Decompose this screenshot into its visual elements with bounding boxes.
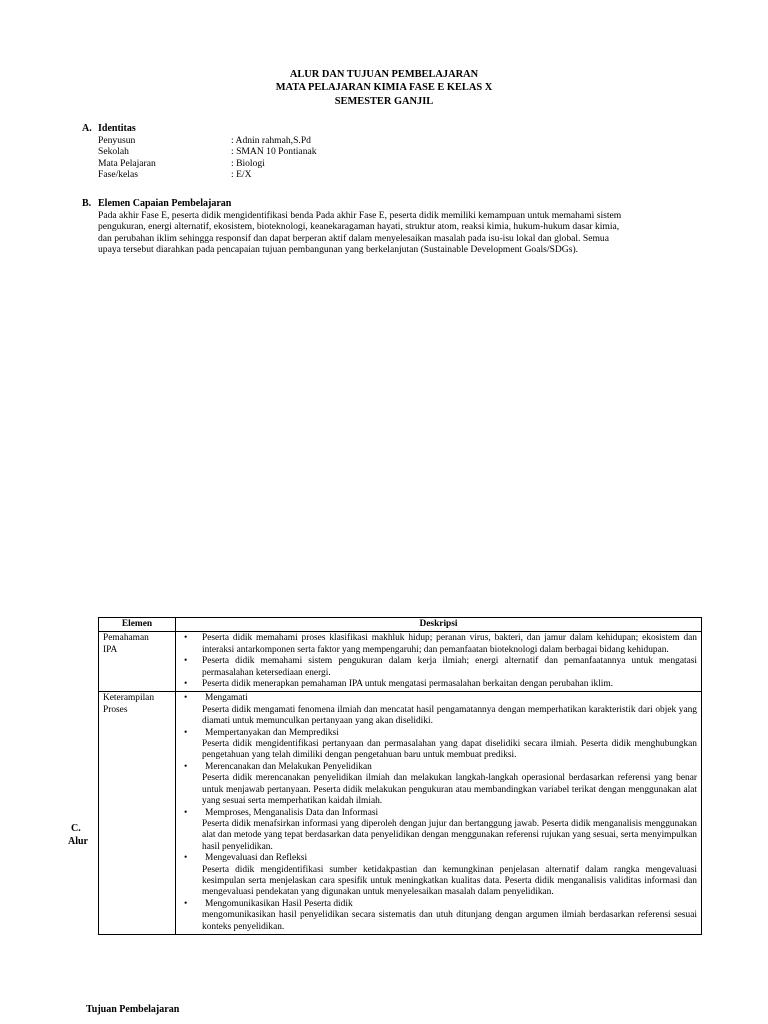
description-cell	[176, 632, 702, 692]
identity-label: Sekolah	[98, 146, 129, 158]
paragraph-line: Pada akhir Fase E, peserta didik mengidentifikasi benda Pada akhir Fase E, peserta didik memiliki kemampuan untuk memahami sistem	[98, 209, 622, 221]
skill-text: Peserta didik menafsirkan informasi yang diperoleh dengan jujur dan bertanggung jawab. Peserta didik menganalisis menggunakan alat dan metode yang tepat berdasarkan data penyelidikan dengan menggunakan referensi rujukan yang sesuai, serta menyimpulkan hasil penyelidikan.	[202, 818, 697, 852]
document-title	[0, 68, 768, 108]
list-item	[180, 762, 697, 808]
identity-value: : Biologi	[231, 157, 265, 169]
alur-table	[98, 617, 702, 935]
identity-label: Fase/kelas	[98, 169, 138, 181]
skill-label: • Mengevaluasi dan Refleksi	[205, 853, 308, 864]
identity-value: : Adnin rahmah,S.Pd	[231, 134, 311, 146]
element-name-line: Pemahaman	[103, 633, 149, 644]
list-item: • Peserta didik memahami sistem pengukuran dalam kerja ilmiah; energi alternatif dan pemanfaatannya untuk mengatasi permasalahan ketersediaan energi.	[180, 656, 697, 679]
description-list	[180, 633, 697, 690]
skill-text: Peserta didik mengidentifikasi pertanyaan dan permasalahan yang dapat diselidiki secara ilmiah. Peserta didik menghubungkan pengetahuan yang telah dimiliki dengan pengetahuan baru untuk membuat prediksi.	[202, 739, 697, 761]
list-item: • Peserta didik menerapkan pemahaman IPA untuk mengatasi permasalahan berkaitan dengan perubahan iklim.	[180, 679, 697, 690]
section-b-heading	[82, 198, 704, 210]
list-item	[180, 808, 697, 854]
table-row	[99, 692, 702, 935]
element-name-line: Keterampilan	[103, 693, 155, 704]
identity-label: Penyusun	[98, 134, 136, 146]
header-deskripsi: Deskripsi	[176, 618, 702, 632]
identity-row-sekolah	[82, 146, 317, 158]
identity-value: : SMAN 10 Pontianak	[231, 146, 317, 158]
list-item	[180, 853, 697, 899]
section-alur-label	[68, 822, 88, 848]
section-b-letter: B.	[82, 198, 92, 209]
list-item: • Peserta didik memahami proses klasifikasi makhluk hidup; peranan virus, bakteri, dan jamur dalam kehidupan; ekosistem dan interaksi antarkomponen serta faktor yang mempengaruhi; dan pemanfaatan bioteknologi dalam berbagai bidang kehidupan.	[180, 633, 697, 656]
header-elemen: Elemen	[99, 618, 176, 632]
description-cell	[176, 692, 702, 935]
section-c-title: Alur	[68, 836, 88, 847]
section-capaian	[82, 198, 704, 256]
title-line-3: SEMESTER GANJIL	[334, 95, 434, 107]
identity-row-penyusun	[82, 135, 317, 147]
list-item	[180, 728, 697, 762]
paragraph-line: pengukuran, energi alternatif, ekosistem, bioteknologi, keanekaragaman hayati, struktur atom, reaksi kimia, hukum-hukum dasar kimia,	[98, 221, 620, 233]
list-item	[180, 693, 697, 727]
paragraph-line: upaya tersebut diarahkan pada pencapaian tujuan pembangunan yang berkelanjutan (Sustainable Development Goals/SDGs).	[98, 244, 579, 256]
section-a-title: Identitas	[98, 123, 136, 134]
identity-row-mata-pelajaran	[82, 158, 317, 170]
element-name-line: IPA	[103, 644, 118, 655]
skill-text: mengomunikasikan hasil penyelidikan secara sistematis dan utuh ditunjang dengan argumen ilmiah berdasarkan referensi sesuai konteks penyelidikan.	[202, 910, 697, 932]
title-line-1: ALUR DAN TUJUAN PEMBELAJARAN	[289, 69, 479, 80]
identity-value: : E/X	[231, 169, 252, 181]
section-b-title: Elemen Capaian Pembelajaran	[98, 198, 232, 209]
identity-row-fase-kelas	[82, 169, 317, 181]
section-identitas	[82, 123, 317, 181]
skill-label: • Mempertanyakan dan Memprediksi	[205, 727, 339, 738]
capaian-paragraph	[82, 210, 704, 256]
skill-text: Peserta didik merencanakan penyelidikan ilmiah dan melakukan langkah-langkah operasional berdasarkan referensi yang benar untuk menjawab pertanyaan. Peserta didik melakukan pengukuran atau membandingkan variabel terikat dengan menggunakan alat yang sesuai serta memperhatikan kaidah ilmiah.	[202, 773, 697, 807]
list-item	[180, 899, 697, 933]
skill-label: • Merencanakan dan Melakukan Penyelidikan	[205, 761, 372, 772]
element-cell	[99, 632, 176, 692]
skill-text: Peserta didik mengamati fenomena ilmiah dan mencatat hasil pengamatannya dengan memperhatikan karakteristik dari objek yang diamati untuk memunculkan pertanyaan yang akan diselidiki.	[202, 704, 697, 727]
tujuan-heading: Tujuan Pembelajaran	[86, 1004, 180, 1015]
description-list	[180, 693, 697, 933]
skill-label: • Memproses, Menganalisis Data dan Informasi	[205, 807, 379, 818]
section-c-letter: C.	[71, 823, 81, 834]
element-cell	[99, 692, 176, 935]
skill-label: • Mengomunikasikan Hasil Peserta didik	[205, 898, 353, 909]
skill-text: Peserta didik mengidentifikasi sumber ketidakpastian dan kemungkinan penjelasan alternatif dalam rangka mengevaluasi kesimpulan serta menjelaskan cara spesifik untuk meningkatkan kualitas data. Peserta didik menganalisis validitas informasi dan mengevaluasi pendekatan yang digunakan untuk menyelesaikan masalah dalam penyelidikan.	[202, 864, 697, 898]
table-header-row	[99, 618, 702, 632]
identity-label: Mata Pelajaran	[98, 157, 156, 169]
element-name-line: Proses	[103, 704, 128, 715]
table-row	[99, 632, 702, 692]
section-a-letter: A.	[82, 123, 92, 134]
skill-label: • Mengamati	[205, 693, 248, 704]
paragraph-line: dan perubahan iklim sehingga responsif dan dapat berperan aktif dalam menyelesaikan masalah pada isu-isu lokal dan global. Semua	[98, 232, 609, 244]
section-a-heading	[82, 123, 317, 135]
title-line-2: MATA PELAJARAN KIMIA FASE E KELAS X	[275, 82, 493, 94]
